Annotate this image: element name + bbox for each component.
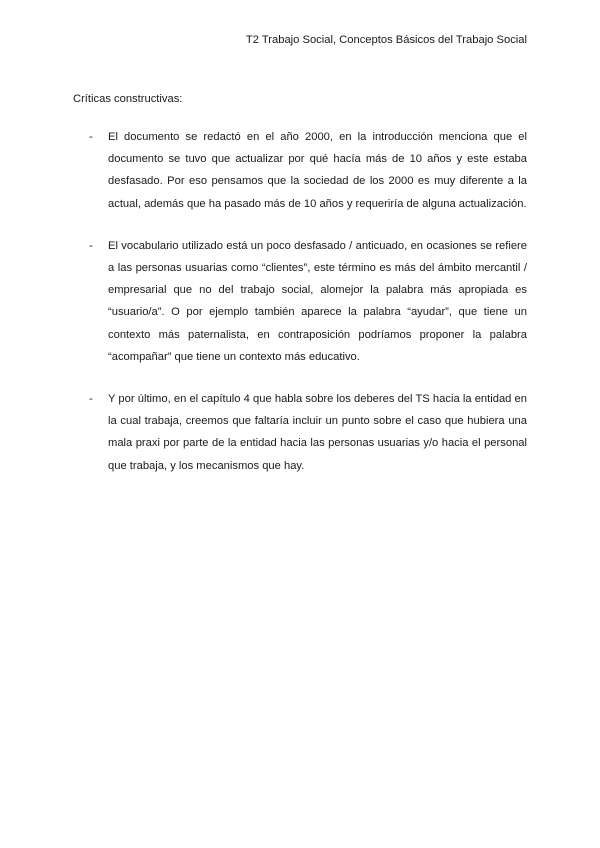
page-header: T2 Trabajo Social, Conceptos Básicos del Trabajo Social [245,34,527,46]
dash-bullet: - [89,393,93,406]
list-item [0,388,600,477]
dash-bullet: - [89,131,93,143]
section-title: Críticas constructivas: [73,93,183,105]
critique-list [0,126,600,497]
dash-bullet: - [89,239,93,252]
list-item-text: El documento se redactó en el año 2000, en la introducción menciona que el documento se tuvo que actualizar por qué hacía más de 10 años y este estaba desfasado. Por eso pensamos que la sociedad de los 2000 es muy diferente a la actual, además que ha pasado más de 10 años y requeriría de alguna actualización. [108,131,527,210]
list-item-text: El vocabulario utilizado está un poco desfasado / anticuado, en ocasiones se refiere a las personas usuarias como “clientes”, este término es más del ámbito mercantil / empresarial que no del trabajo social, alomejor la palabra más apropiada es “usuario/a”. O por ejemplo también aparece la palabra “ayudar”, que tiene un contexto más paternalista, en contraposición podríamos proponer la palabra “acompañar” que tiene un contexto más educativo. [108,239,527,363]
list-item [0,235,600,368]
list-item [0,126,600,215]
list-item-text: Y por último, en el capítulo 4 que habla sobre los deberes del TS hacia la entidad en la cual trabaja, creemos que faltaría incluir un punto sobre el caso que hubiera una mala praxi por parte de la entidad hacia las personas usuarias y/o hacia el personal que trabaja, y los mecanismos que hay. [108,393,527,472]
